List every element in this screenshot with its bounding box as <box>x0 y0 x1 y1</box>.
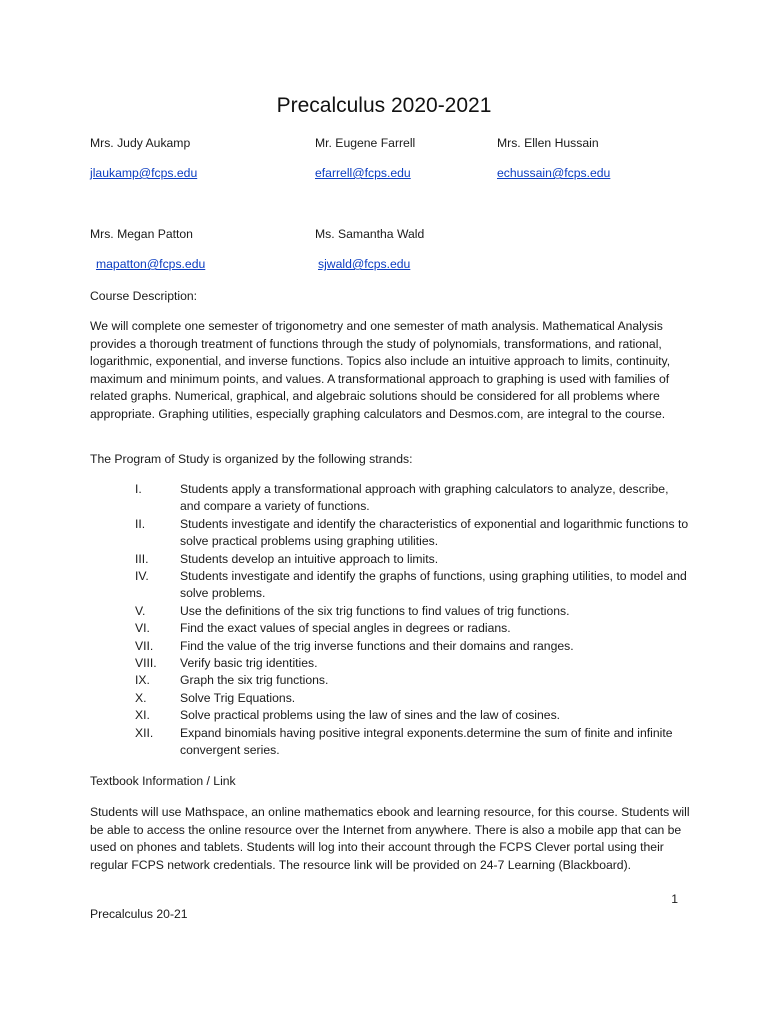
list-item <box>90 516 690 551</box>
list-numeral: V. <box>135 603 146 618</box>
list-item <box>90 690 690 707</box>
strands-heading: The Program of Study is organized by the following strands: <box>90 452 413 466</box>
list-item-text: Solve practical problems using the law of sines and the law of cosines. <box>180 708 561 723</box>
page-number: 1 <box>671 892 678 906</box>
teacher-email-link[interactable]: jlaukamp@fcps.edu <box>90 166 198 180</box>
course-description-heading: Course Description: <box>90 289 198 303</box>
list-item-text: Students apply a transformational approach with graphing calculators to analyze, describe, and compare a variety of functions. <box>180 482 669 514</box>
teacher-name: Mrs. Ellen Hussain <box>497 136 599 150</box>
list-item <box>90 707 690 724</box>
list-numeral: XII. <box>135 725 154 740</box>
list-numeral: XI. <box>135 708 150 723</box>
list-item <box>90 620 690 637</box>
teacher-name: Ms. Samantha Wald <box>315 227 425 241</box>
list-item-text: Find the exact values of special angles in degrees or radians. <box>180 621 511 636</box>
list-item-text: Students develop an intuitive approach to limits. <box>180 551 439 566</box>
textbook-text: Students will use Mathspace, an online mathematics ebook and learning resource, for this course. Students will be able to access the online resource over the Internet from anywhere. There is also a mobile app that can be used on phones and tablets. Students will log into their account through the FCPS Clever portal using their regular FCPS network credentials. The resource link will be provided on 24-7 Learning (Blackboard). <box>90 805 690 872</box>
list-item-text: Students investigate and identify the graphs of functions, using graphing utilities, to model and solve problems. <box>180 569 687 601</box>
list-numeral: VI. <box>135 621 150 636</box>
teacher-email-link[interactable]: mapatton@fcps.edu <box>96 257 206 271</box>
list-numeral: I. <box>135 482 142 496</box>
list-item <box>90 655 690 672</box>
list-numeral: IX. <box>135 673 150 688</box>
list-item-text: Expand binomials having positive integral exponents.determine the sum of finite and infinite convergent series. <box>180 725 673 758</box>
list-numeral: X. <box>135 690 147 705</box>
list-item <box>90 672 690 689</box>
teacher-name: Mr. Eugene Farrell <box>315 136 416 150</box>
list-numeral: III. <box>135 551 149 566</box>
footer-title: Precalculus 20-21 <box>90 907 188 921</box>
list-item-text: Graph the six trig functions. <box>180 673 329 688</box>
list-item-text: Students investigate and identify the characteristics of exponential and logarithmic functions to solve practical problems using graphing utilities. <box>180 516 689 549</box>
list-item-text: Solve Trig Equations. <box>180 690 296 705</box>
list-item <box>90 481 690 516</box>
teacher-name: Mrs. Megan Patton <box>90 227 193 241</box>
list-item <box>90 551 690 568</box>
teacher-email-link[interactable]: efarrell@fcps.edu <box>315 166 411 180</box>
page-title: Precalculus 2020-2021 <box>276 94 492 117</box>
list-item <box>90 725 690 760</box>
list-numeral: VIII. <box>135 656 157 671</box>
list-item-text: Find the value of the trig inverse functions and their domains and ranges. <box>180 638 574 653</box>
list-item-text: Verify basic trig identities. <box>180 656 318 671</box>
list-item <box>90 568 690 603</box>
list-item <box>90 603 690 620</box>
course-description-text: We will complete one semester of trigonometry and one semester of math analysis. Mathematical Analysis provides a thorough treatment of functions through the study of polynomials, transformations, and rational, logarithmic, exponential, and inverse functions. Topics also include an intuitive approach to limits, continuity, maximum and minimum points, and values. A transformational approach to graphing is used with families of related graphs. Numerical, graphical, and algebraic solutions should be considered for all problems where appropriate. Graphing utilities, especially graphing calculators and Desmos.com, are integral to the course. <box>90 319 671 421</box>
teacher-email-link[interactable]: echussain@fcps.edu <box>497 166 611 180</box>
list-item-text: Use the definitions of the six trig functions to find values of trig functions. <box>180 603 570 618</box>
list-item <box>90 638 690 655</box>
strands-list <box>90 481 690 760</box>
teacher-email-link[interactable]: sjwald@fcps.edu <box>318 257 411 271</box>
teacher-name: Mrs. Judy Aukamp <box>90 136 191 150</box>
list-numeral: II. <box>135 516 146 531</box>
list-numeral: VII. <box>135 638 154 653</box>
list-numeral: IV. <box>135 569 149 584</box>
textbook-heading: Textbook Information / Link <box>90 774 236 788</box>
